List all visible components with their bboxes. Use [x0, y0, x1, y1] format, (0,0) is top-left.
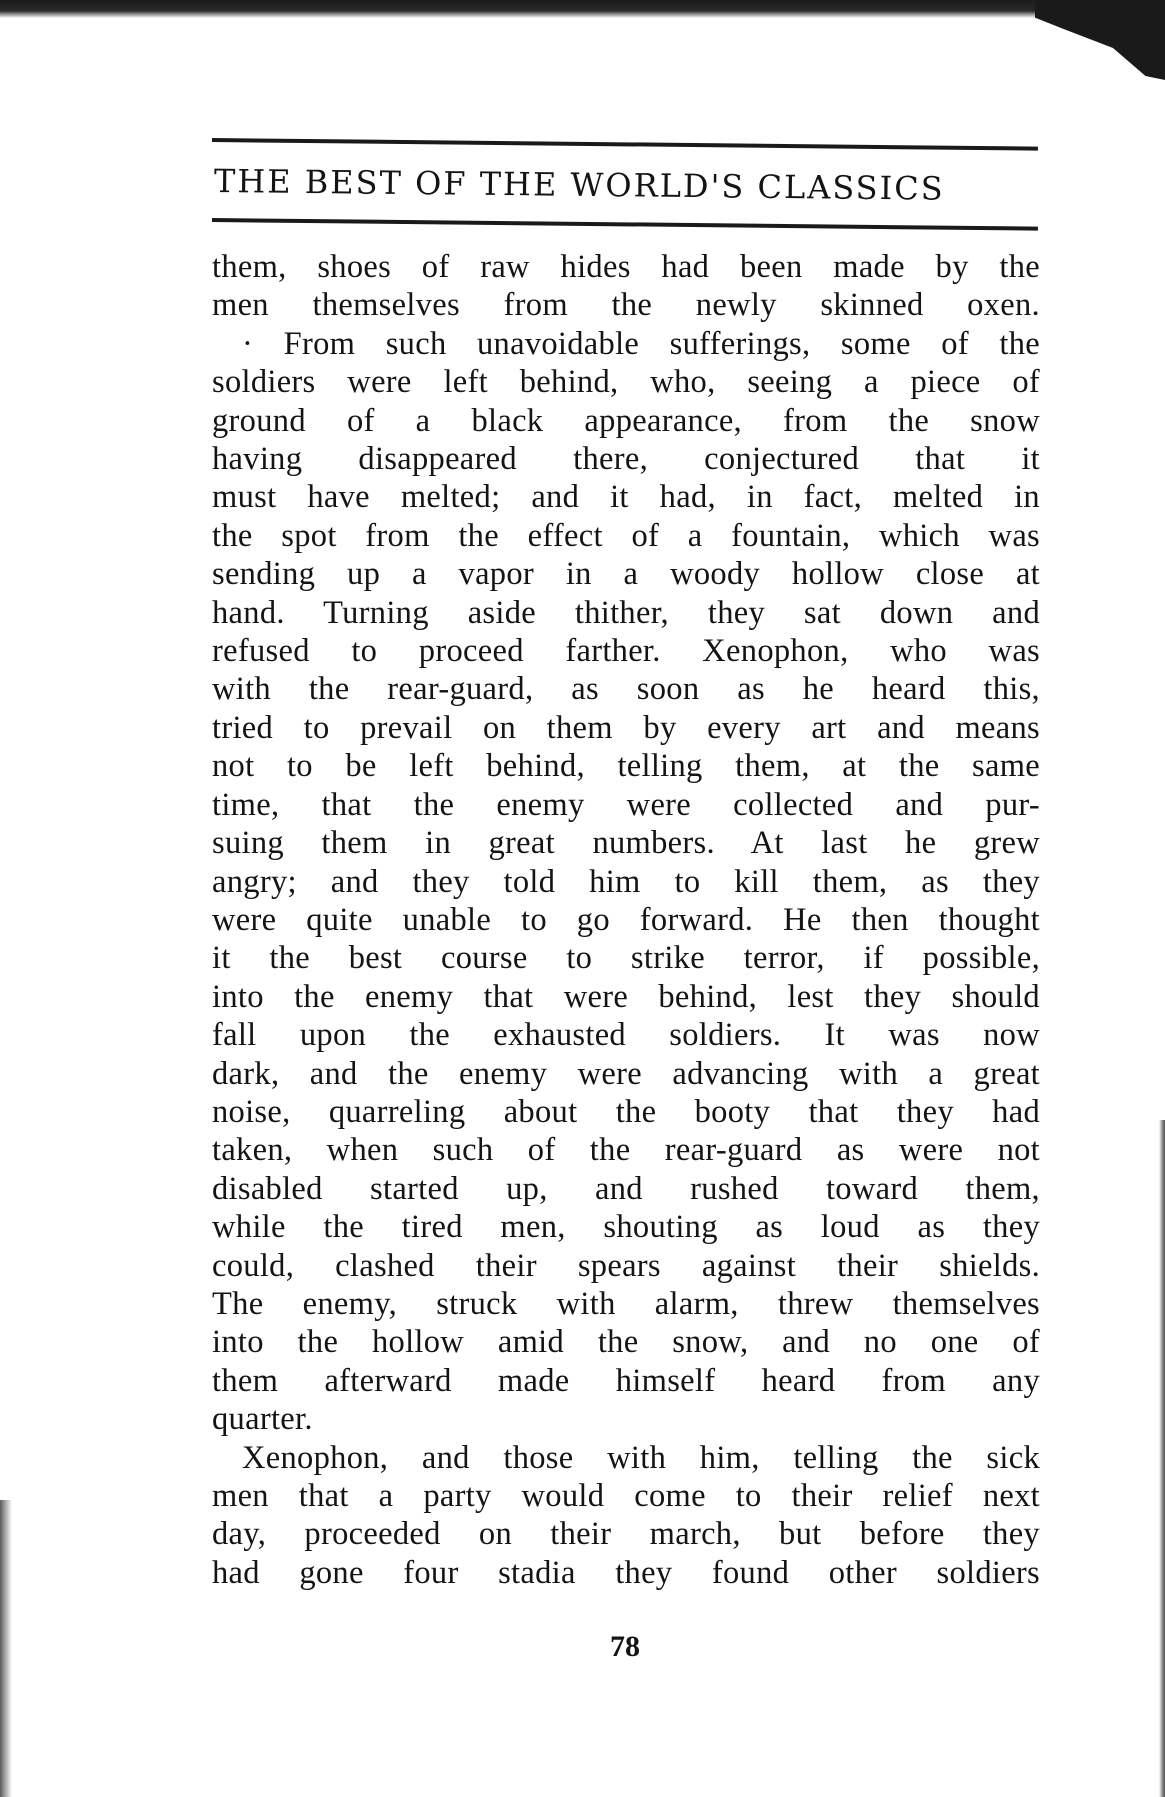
text-line: them, shoes of raw hides had been made by the [212, 249, 1040, 285]
page-number: 78 [610, 1630, 640, 1663]
text-line: not to be left behind, telling them, at the same [212, 748, 1040, 785]
text-line: it the best course to strike terror, if possible, [212, 940, 1040, 977]
text-line: quarter. [212, 1401, 313, 1438]
text-line: having disappeared there, conjectured that it [212, 441, 1040, 478]
scan-top-border [0, 0, 1165, 18]
text-line: ground of a black appearance, from the snow [212, 402, 1040, 439]
text-line: the spot from the effect of a fountain, which was [212, 517, 1040, 554]
text-line: time, that the enemy were collected and pur- [212, 786, 1040, 823]
text-line: fall upon the exhausted soldiers. It was now [212, 1017, 1040, 1054]
running-head: THE BEST OF THE WORLD'S CLASSICS [213, 162, 945, 208]
text-line: disabled started up, and rushed toward them, [212, 1170, 1040, 1207]
text-line: suing them in great numbers. At last he grew [212, 825, 1040, 862]
scan-left-edge-shadow [0, 1500, 12, 1797]
text-line: were quite unable to go forward. He then thought [212, 901, 1040, 938]
text-line: refused to proceed farther. Xenophon, who was [212, 633, 1040, 670]
scan-right-edge-shadow [1159, 1120, 1165, 1797]
text-line: dark, and the enemy were advancing with a great [212, 1055, 1040, 1092]
text-line: sending up a vapor in a woody hollow close at [212, 556, 1040, 593]
text-line: hand. Turning aside thither, they sat down and [212, 594, 1040, 631]
text-line: must have melted; and it had, in fact, melted in [212, 479, 1040, 516]
text-line: while the tired men, shouting as loud as they [212, 1209, 1040, 1246]
scan-top-corner-shadow [1035, 0, 1165, 80]
header-rule-top [212, 138, 1038, 151]
text-line: into the hollow amid the snow, and no one of [212, 1324, 1040, 1361]
text-line: · From such unavoidable sufferings, some of the [242, 325, 1040, 362]
text-line: noise, quarreling about the booty that they had [212, 1093, 1040, 1130]
text-line: taken, when such of the rear-guard as were not [212, 1132, 1040, 1169]
text-line: men themselves from the newly skinned oxen. [212, 287, 1040, 324]
text-line: day, proceeded on their march, but before they [212, 1516, 1040, 1553]
book-page [200, 130, 1050, 1710]
text-line: had gone four stadia they found other soldiers [212, 1554, 1040, 1591]
text-line: men that a party would come to their relief next [212, 1478, 1040, 1514]
text-line: Xenophon, and those with him, telling the sick [242, 1439, 1040, 1476]
header-rule-bottom [212, 218, 1038, 231]
body-text [212, 248, 1040, 1592]
text-line: tried to prevail on them by every art and means [212, 709, 1040, 746]
text-line: soldiers were left behind, who, seeing a piece of [212, 364, 1040, 401]
text-line: The enemy, struck with alarm, threw themselves [212, 1285, 1040, 1322]
text-line: with the rear-guard, as soon as he heard this, [212, 671, 1040, 708]
text-line: angry; and they told him to kill them, as they [212, 863, 1040, 900]
text-line: could, clashed their spears against their shields. [212, 1247, 1040, 1284]
text-line: them afterward made himself heard from any [212, 1362, 1040, 1399]
text-line: into the enemy that were behind, lest they should [212, 978, 1040, 1015]
